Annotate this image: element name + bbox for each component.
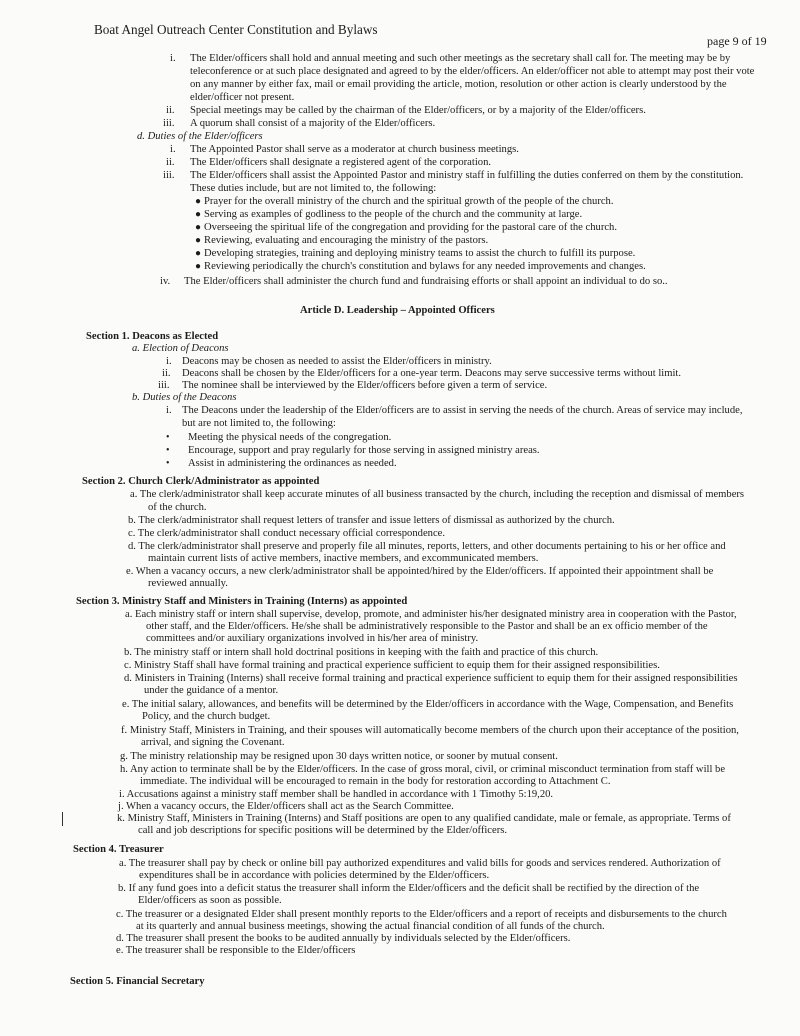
section-heading: Section 5. Financial Secretary <box>70 976 205 987</box>
text-line: on any manner by either fax, mail or email providing the article, motion, resolution or other action is clearly understood by the <box>190 79 727 90</box>
text-line: These duties include, but are not limited to, the following: <box>190 183 437 194</box>
text-line: Policy, and the church budget. <box>142 711 271 722</box>
text-line: c. The treasurer or a designated Elder shall present monthly reports to the Elder/officers and a report of receipts and disbursements to the church <box>116 909 727 920</box>
text-line: b. The ministry staff or intern shall hold doctrinal positions in keeping with the faith and practice of this church. <box>124 647 599 658</box>
text-line: a. Each ministry staff or intern shall supervise, develop, promote, and administer his/her designated ministry area in cooperation with the Pastor, <box>125 609 737 620</box>
text-line: Deacons may be chosen as needed to assist the Elder/officers in ministry. <box>182 356 492 367</box>
text-line: reviewed annually. <box>148 578 228 589</box>
list-numeral: ii. <box>166 105 175 116</box>
text-line: f. Ministry Staff, Ministers in Training, and their spouses will automatically become members of the church upon their acceptance of the position, <box>121 725 739 736</box>
text-line: k. Ministry Staff, Ministers in Training (Interns) and Staff positions are open to any qualified candidate, male or female, as appropriate. Terms of <box>117 813 731 824</box>
text-line: The Elder/officers shall administer the church fund and fundraising efforts or shall appoint an individual to do so.. <box>184 276 668 287</box>
bullet-text: Reviewing periodically the church's constitution and bylaws for any needed improvements and changes. <box>204 261 646 272</box>
text-line: a. The clerk/administrator shall keep accurate minutes of all business transacted by the church, including the reception and dismissal of members <box>130 489 745 500</box>
text-line: The Elder/officers shall hold and annual meeting and such other meetings as the secretary shall call for. The meeting may be by <box>190 53 731 64</box>
text-line: of the church. <box>148 502 207 513</box>
bullet-icon: ● <box>195 196 202 207</box>
text-line: immediate. The individual will be encouraged to remain in the body for restoration according to Attachment C. <box>140 776 611 787</box>
bullet-text: Serving as examples of godliness to the people of the church and the community at large. <box>204 209 583 220</box>
text-line: elder/officer not present. <box>190 92 295 103</box>
subsection-heading: b. Duties of the Deacons <box>132 392 237 403</box>
bullet-icon: ● <box>195 261 202 272</box>
list-numeral: iii. <box>163 170 175 181</box>
margin-mark <box>62 812 63 826</box>
bullet-text: Prayer for the overall ministry of the church and the spiritual growth of the people of the church. <box>204 196 614 207</box>
section-heading: Section 4. Treasurer <box>73 844 164 855</box>
bullet-text: Developing strategies, training and deploying ministry teams to assist the church to fulfill its purpose. <box>204 248 636 259</box>
text-line: arrival, and signing the Covenant. <box>141 737 285 748</box>
list-numeral: ii. <box>162 368 171 379</box>
text-line: The Deacons under the leadership of the Elder/officers are to assist in serving the needs of the church. Areas of service may include, <box>182 405 743 416</box>
bullet-text: Assist in administering the ordinances as needed. <box>188 458 397 469</box>
page-number: page 9 of 19 <box>707 34 767 48</box>
text-line: e. The treasurer shall be responsible to the Elder/officers <box>116 945 356 956</box>
text-line: Special meetings may be called by the chairman of the Elder/officers, or by a majority of the Elder/officers. <box>190 105 646 116</box>
bullet-text: Reviewing, evaluating and encouraging the ministry of the pastors. <box>204 235 489 246</box>
text-line: e. When a vacancy occurs, a new clerk/administrator shall be appointed/hired by the Elder/officers. If appointed their appointment shall be <box>126 566 714 577</box>
article-heading: Article D. Leadership – Appointed Officers <box>300 305 495 316</box>
bullet-text: Encourage, support and pray regularly for those serving in assigned ministry areas. <box>188 445 540 456</box>
bullet-icon: • <box>166 445 170 456</box>
text-line: maintain current lists of active members, inactive members, and excommunicated members. <box>148 553 539 564</box>
text-line: A quorum shall consist of a majority of the Elder/officers. <box>190 118 436 129</box>
text-line: under the guidance of a mentor. <box>144 685 279 696</box>
list-numeral: iii. <box>158 380 170 391</box>
text-line: but are not limited to, the following: <box>182 418 336 429</box>
text-line: The Appointed Pastor shall serve as a moderator at church business meetings. <box>190 144 519 155</box>
text-line: b. The clerk/administrator shall request letters of transfer and issue letters of dismissal as authorized by the church. <box>128 515 615 526</box>
list-numeral: ii. <box>166 157 175 168</box>
text-line: c. Ministry Staff shall have formal training and practical experience sufficient to equip them for their assigned responsibilities. <box>124 660 660 671</box>
text-line: d. The clerk/administrator shall preserve and properly file all minutes, reports, letters, and other documents pertaining to his or her office and <box>128 541 726 552</box>
text-line: The Elder/officers shall designate a registered agent of the corporation. <box>190 157 492 168</box>
bullet-icon: ● <box>195 248 202 259</box>
text-line: g. The ministry relationship may be resigned upon 30 days written notice, or sooner by mutual consent. <box>120 751 558 762</box>
bullet-icon: ● <box>195 235 202 246</box>
text-line: The Elder/officers shall assist the Appointed Pastor and ministry staff in fulfilling the duties conferred on them by the constitution. <box>190 170 744 181</box>
list-numeral: i. <box>166 356 172 367</box>
text-line: h. Any action to terminate shall be by the Elder/officers. In the case of gross moral, civil, or criminal misconduct termination from staff will be <box>120 764 726 775</box>
list-numeral: iii. <box>163 118 175 129</box>
list-numeral: i. <box>170 53 176 64</box>
text-line: Deacons shall be chosen by the Elder/officers for a one-year term. Deacons may serve successive terms without limit. <box>182 368 682 379</box>
text-line: c. The clerk/administrator shall conduct necessary official correspondence. <box>128 528 446 539</box>
list-numeral: i. <box>166 405 172 416</box>
subsection-heading: d. Duties of the Elder/officers <box>137 131 263 142</box>
text-line: at its quarterly and annual business meetings, showing the actual financial condition of all funds of the church. <box>136 921 605 932</box>
section-heading: Section 3. Ministry Staff and Ministers in Training (Interns) as appointed <box>76 596 408 607</box>
list-numeral: i. <box>170 144 176 155</box>
text-line: b. If any fund goes into a deficit status the treasurer shall inform the Elder/officers and the deficit shall be rectified by the direction of the <box>118 883 700 894</box>
text-line: other staff, and the Elder/officers. He/she shall be administratively responsible to the Pastor and shall be an ex officio member of the <box>146 621 708 632</box>
text-line: teleconference or at such place designated and agreed to by the elder/officers. An elder/officer not able to attempt may post their vote <box>190 66 755 77</box>
bullet-icon: ● <box>195 222 202 233</box>
section-heading: Section 2. Church Clerk/Administrator as appointed <box>82 476 320 487</box>
text-line: The nominee shall be interviewed by the Elder/officers before given a term of service. <box>182 380 548 391</box>
text-line: e. The initial salary, allowances, and benefits will be determined by the Elder/officers in accordance with the Wage, Compensation, and Benefits <box>122 699 734 710</box>
section-heading: Section 1. Deacons as Elected <box>86 331 219 342</box>
bullet-text: Meeting the physical needs of the congregation. <box>188 432 392 443</box>
text-line: call and job descriptions for specific positions will be determined by the Elder/officers. <box>138 825 508 836</box>
bullet-icon: • <box>166 432 170 443</box>
bullet-text: Overseeing the spiritual life of the congregation and providing for the pastoral care of the church. <box>204 222 618 233</box>
text-line: d. Ministers in Training (Interns) shall receive formal training and practical experience sufficient to equip them for their assigned responsibilities <box>124 673 738 684</box>
text-line: expenditures shall be in accordance with policies determined by the Elder/officers. <box>139 870 490 881</box>
text-line: Elder/officers as soon as possible. <box>138 895 282 906</box>
document-title: Boat Angel Outreach Center Constitution and Bylaws <box>94 22 378 37</box>
text-line: d. The treasurer shall present the books to be audited annually by individuals selected by the Elder/officers. <box>116 933 571 944</box>
text-line: i. Accusations against a ministry staff member shall be handled in accordance with 1 Timothy 5:19,20. <box>119 789 554 800</box>
text-line: j. When a vacancy occurs, the Elder/officers shall act as the Search Committee. <box>118 801 454 812</box>
text-line: a. The treasurer shall pay by check or online bill pay authorized expenditures and valid bills for goods and services rendered. Authorization of <box>119 858 721 869</box>
bullet-icon: • <box>166 458 170 469</box>
text-line: committees and/or auxiliary organizations involved in his/her area of ministry. <box>146 633 479 644</box>
subsection-heading: a. Election of Deacons <box>132 343 229 354</box>
list-numeral: iv. <box>160 276 171 287</box>
bullet-icon: ● <box>195 209 202 220</box>
